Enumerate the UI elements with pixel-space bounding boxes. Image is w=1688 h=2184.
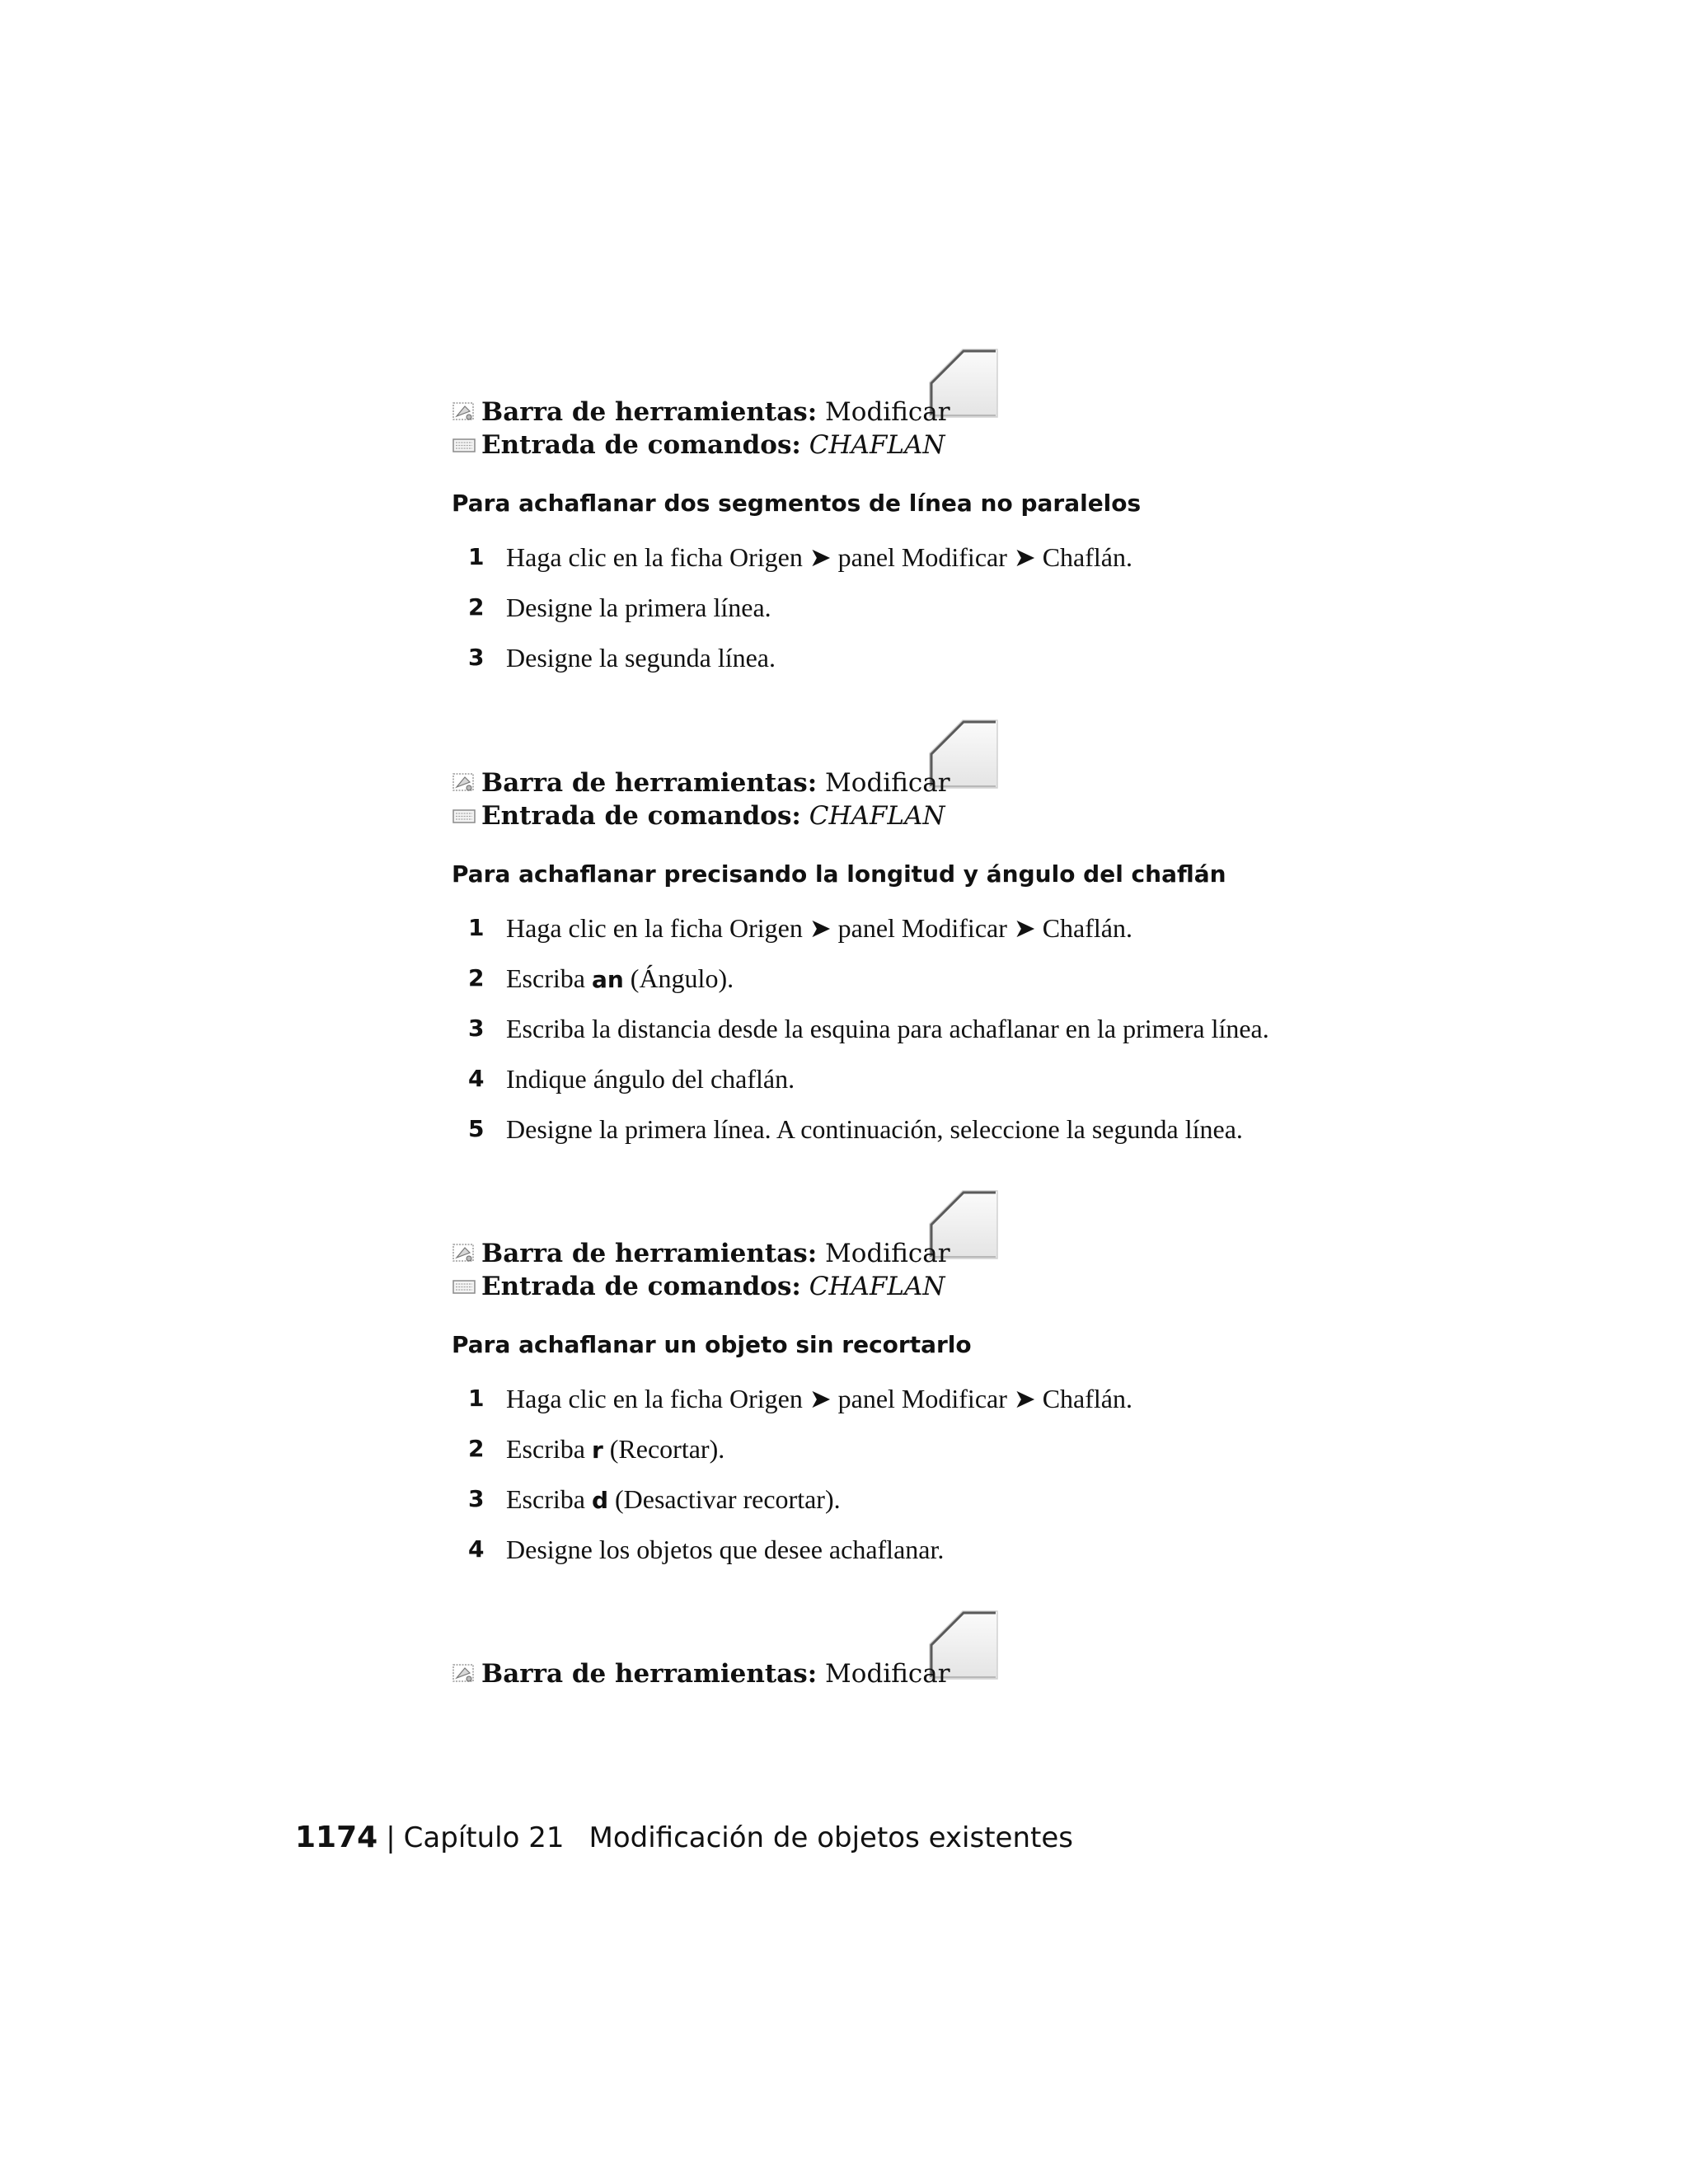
step-item [452,1533,1441,1583]
step-text [506,1432,724,1467]
command-line [452,1270,1441,1303]
page-footer [295,1820,1073,1856]
toolbar-value: Modificar [825,768,950,798]
command-keyword: an [591,966,624,993]
steps-list [452,1382,1441,1583]
keyboard-icon [452,805,476,827]
step-item [452,1483,1441,1533]
step-text: Designe los objetos que desee achaflanar. [506,1535,945,1564]
steps-list [452,541,1441,691]
command-keyword: d [591,1487,608,1514]
step-number: 2 [468,964,485,991]
step-item [452,591,1441,641]
toolbar-label: Barra de herramientas: [481,1659,818,1689]
toolbar-line [452,1237,1441,1270]
command-label: Entrada de comandos: [481,1272,801,1301]
toolbar-line [452,1657,1441,1690]
section-3 [452,1189,1441,1583]
step-item [452,1012,1441,1062]
section-4 [452,1610,1441,1690]
command-value: CHAFLAN [809,430,945,460]
step-item [452,912,1441,962]
procedure-heading: Para achaflanar un objeto sin recortarlo [452,1331,972,1358]
step-number: 3 [468,1485,485,1512]
toolbar-value: Modificar [825,1659,950,1689]
step-text [506,962,734,996]
step-number: 4 [468,1535,485,1563]
section-1 [452,348,1441,691]
step-text-post: (Desactivar recortar). [608,1484,841,1514]
toolbar-label: Barra de herramientas: [481,397,818,427]
step-number: 3 [468,1015,485,1042]
command-keyword: r [591,1436,603,1464]
step-item [452,541,1441,591]
step-number: 3 [468,644,485,671]
toolbar-icon [452,1663,476,1685]
command-value: CHAFLAN [809,1272,945,1301]
step-item [452,1432,1441,1483]
toolbar-label: Barra de herramientas: [481,768,818,798]
step-text: Designe la segunda línea. [506,643,776,673]
step-number: 2 [468,593,485,621]
chapter-title: Modificación de objetos existentes [588,1821,1073,1854]
step-item [452,1382,1441,1432]
footer-separator: | [386,1821,396,1854]
toolbar-value: Modificar [825,1239,950,1268]
step-text: Haga clic en la ficha Origen ➤ panel Modificar ➤ Chaflán. [506,913,1132,943]
step-item [452,1062,1441,1113]
chapter-label: Capítulo 21 [403,1821,565,1854]
step-text-pre: Escriba [506,963,592,993]
command-line [452,799,1441,832]
step-item [452,1113,1441,1163]
toolbar-line [452,396,1441,429]
step-text-pre: Escriba [506,1484,592,1514]
toolbar-icon [452,401,476,423]
step-text: Indique ángulo del chaflán. [506,1064,795,1094]
command-label: Entrada de comandos: [481,801,801,831]
step-number: 4 [468,1065,485,1092]
step-text: Designe la primera línea. [506,593,771,622]
step-item [452,641,1441,691]
step-text [506,1483,841,1517]
toolbar-icon [452,1243,476,1264]
step-number: 1 [468,914,485,941]
command-value: CHAFLAN [809,801,945,831]
step-text: Designe la primera línea. A continuación, seleccione la segunda línea. [506,1114,1243,1144]
command-line [452,429,1441,462]
procedure-heading: Para achaflanar dos segmentos de línea no paralelos [452,490,1142,517]
step-number: 2 [468,1435,485,1462]
toolbar-value: Modificar [825,397,950,427]
step-number: 1 [468,1385,485,1412]
step-item [452,962,1441,1012]
toolbar-label: Barra de herramientas: [481,1239,818,1268]
page-number: 1174 [295,1821,378,1854]
step-number: 1 [468,543,485,570]
toolbar-line [452,766,1441,799]
step-number: 5 [468,1115,485,1142]
procedure-heading: Para achaflanar precisando la longitud y ángulo del chaflán [452,860,1226,888]
section-2 [452,719,1441,1163]
toolbar-icon [452,772,476,794]
step-text: Escriba la distancia desde la esquina para achaflanar en la primera línea. [506,1014,1269,1043]
steps-list [452,912,1441,1163]
step-text-pre: Escriba [506,1434,592,1464]
step-text-post: (Recortar). [603,1434,725,1464]
step-text: Haga clic en la ficha Origen ➤ panel Modificar ➤ Chaflán. [506,542,1132,572]
keyboard-icon [452,434,476,456]
keyboard-icon [452,1276,476,1297]
step-text: Haga clic en la ficha Origen ➤ panel Modificar ➤ Chaflán. [506,1384,1132,1413]
step-text-post: (Ángulo). [623,963,734,993]
command-label: Entrada de comandos: [481,430,801,460]
